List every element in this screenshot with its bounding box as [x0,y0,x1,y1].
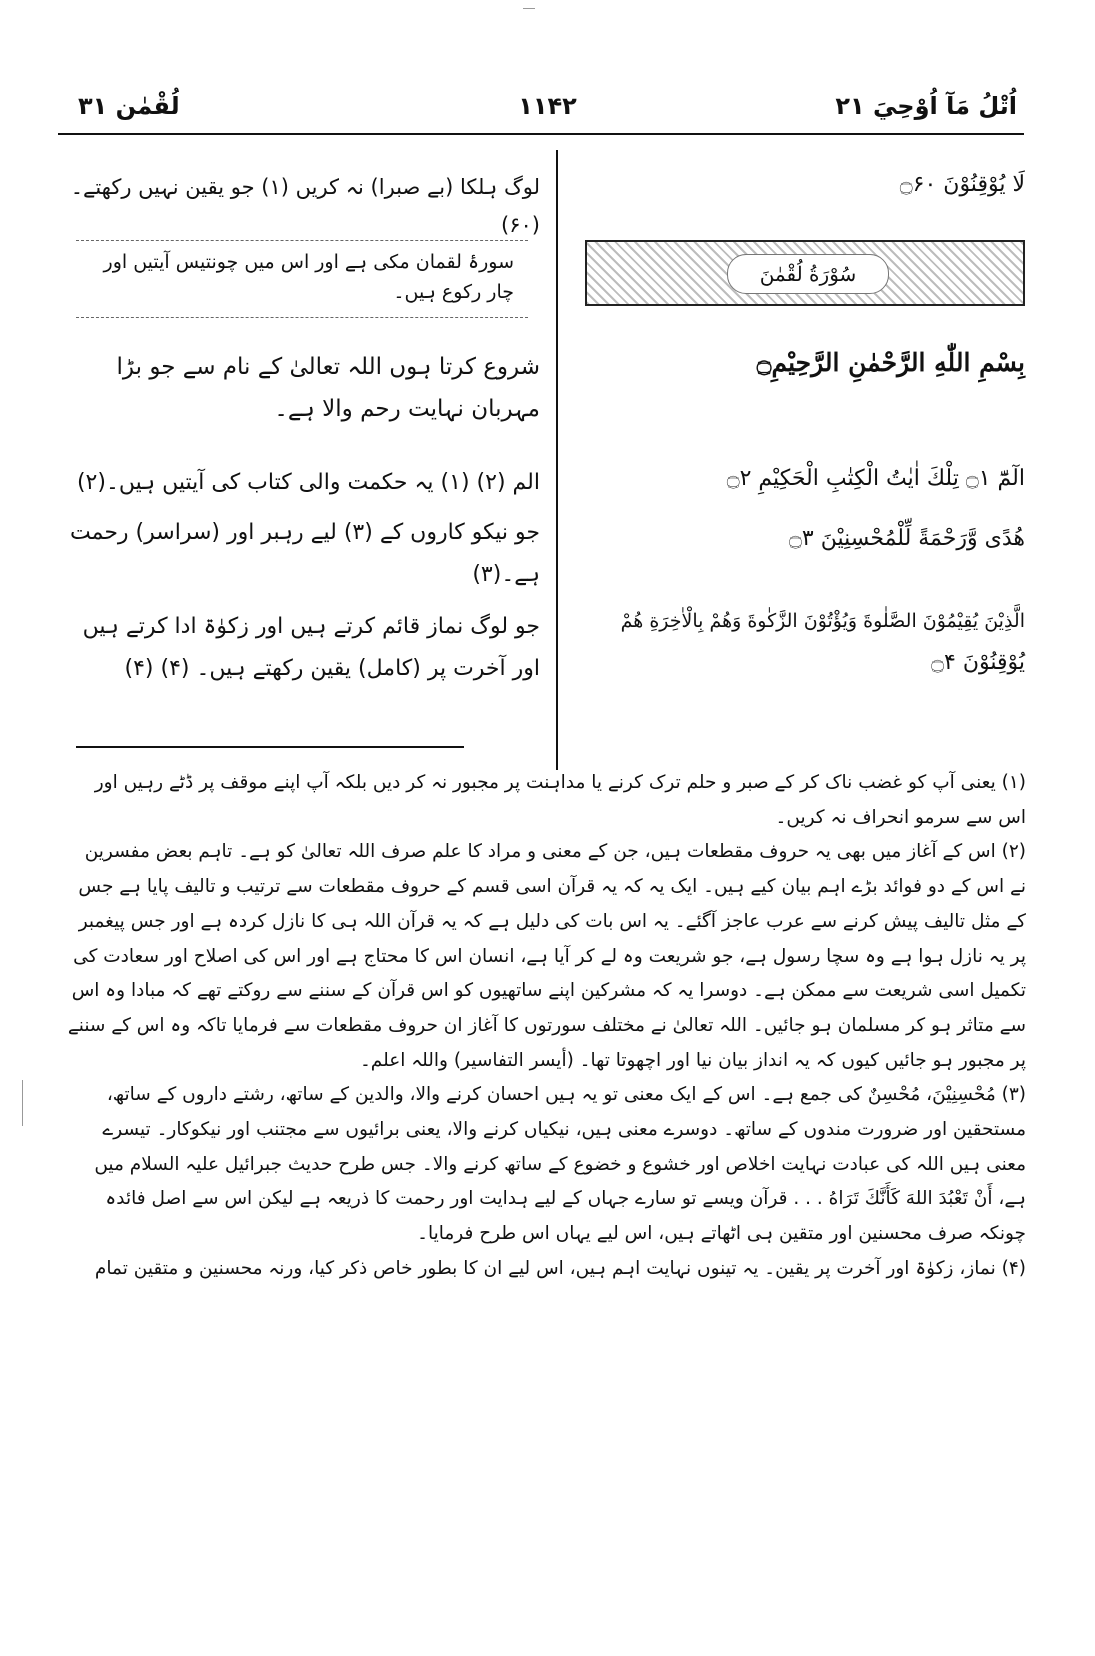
arabic-basmala: بِسْمِ اللّٰهِ الرَّحْمٰنِ الرَّحِيْمِ۝ [756,348,1025,377]
surah-title: سُوْرَةُ لُقْمٰنَ [727,254,889,294]
urdu-prev-verse-translation: لوگ ہلکا (بے صبرا) نہ کریں (۱) جو یقین نہیں رکھتے۔(۶۰) [70,175,540,237]
arabic-verse-4-line-1: الَّذِيْنَ يُقِيْمُوْنَ الصَّلٰوةَ وَيُؤْتُوْنَ الزَّكٰوةَ وَهُمْ بِالْاٰخِرَةِ هُمْ [620,610,1025,632]
arabic-prev-verse-ending: لَا يُوْقِنُوْنَ ۝۶۰ [899,172,1025,197]
footnotes [66,766,1026,1287]
header-divider [58,133,1024,135]
arabic-verse-1-2: الٓمّٓ ۝۱ تِلْكَ اٰيٰتُ الْكِتٰبِ الْحَكِيْمِ ۝۲ [726,466,1025,491]
page-number: ۱۱۴۲ [518,92,577,120]
footnote-2: (۲) اس کے آغاز میں بھی یہ حروف مقطعات ہیں، جن کے معنی و مراد کا علم صرف اللہ تعالیٰ کو ہے۔ تاہم بعض مفسرین نے اس کے دو فوائد بڑے اہم بیان کیے ہیں۔ ایک یہ کہ یہ قرآن اسی قسم کے حروف مقطعات سے ترتیب و تالیف پایا ہے جس کے مثل تالیف پیش کرنے سے عرب عاجز آگئے۔ یہ اس بات کی دلیل ہے کہ یہ قرآن اللہ ہی کا نازل کردہ ہے اور جس پیغمبر پر یہ نازل ہوا ہے وہ سچا رسول ہے، جو شریعت وہ لے کر آیا ہے، انسان اس کا محتاج ہے اور اس کی اصلاح اور سعادت کی تکمیل اسی شریعت سے ممکن ہے۔ دوسرا یہ کہ مشرکین اپنے ساتھیوں کو اس قرآن کے سننے سے روکتے تھے کہ مبادا وہ اس سے متاثر ہو کر مسلمان ہو جائیں۔ اللہ تعالیٰ نے مختلف سورتوں کا آغاز ان حروف مقطعات سے فرمایا تاکہ وہ اس کے سننے پر مجبور ہو جائیں کیوں کہ یہ انداز بیان نیا اور اچھوتا تھا۔ (أیسر التفاسیر) واللہ اعلم۔ [67,841,1026,1071]
urdu-verse-1-2: الم (۲) (۱) یہ حکمت والی کتاب کی آیتیں ہیں۔(۲) [76,470,540,495]
footnote-3: (۳) مُحْسِنِيْنَ، مُحْسِنٌ کی جمع ہے۔ اس کے ایک معنی تو یہ ہیں احسان کرنے والا، والدین کے ساتھ، رشتے داروں کے ساتھ، مستحقین اور ضرورت مندوں کے ساتھ۔ دوسرے معنی ہیں، نیکیاں کرنے والا، یعنی برائیوں سے مجتنب اور نیکوکار۔ تیسرے معنی ہیں اللہ کی عبادت نہایت اخلاص اور خشوع و خضوع کے ساتھ کرنے والا۔ جس طرح حدیث جبرائیل علیہ السلام میں ہے، أَنْ تَعْبُدَ اللهَ كَأَنَّكَ تَرَاهُ . . . قرآن ویسے تو سارے جہاں کے لیے ہدایت اور رحمت کا ذریعہ ہے لیکن اس سے اصل فائدہ چونکہ صرف محسنین اور متقین ہی اٹھاتے ہیں، اس لیے یہاں اس طرح فرمایا۔ [94,1084,1026,1245]
juz-name-header: اُتْلُ مَآ اُوْحِيَ ۲۱ [835,92,1017,120]
column-divider [556,150,558,770]
scan-mark [523,8,535,9]
urdu-verse-3: جو نیکو کاروں کے (۳) لیے رہبر اور (سراسر) رحمت ہے۔(۳) [70,520,540,587]
surah-title-banner [585,240,1025,306]
scan-edge-mark [22,1080,23,1126]
surah-name-header: لُقْمٰن ۳۱ [78,92,180,120]
footnote-1: (۱) یعنی آپ کو غضب ناک کر کے صبر و حلم ترک کرنے یا مداہنت پر مجبور نہ کر دیں بلکہ آپ اپنے موقف پر ڈٹے رہیں اور اس سے سرمو انحراف نہ کریں۔ [94,772,1026,828]
footnote-divider [76,746,464,748]
arabic-verse-3: هُدًى وَّرَحْمَةً لِّلْمُحْسِنِيْنَ ۝۳ [789,526,1025,551]
urdu-verse-4: جو لوگ نماز قائم کرتے ہیں اور زکوٰۃ ادا کرتے ہیں اور آخرت پر (کامل) یقین رکھتے ہیں۔ (۴) (۴) [82,614,540,681]
surah-intro-box: سورۂ لقمان مکی ہے اور اس میں چونتیس آیتیں اور چار رکوع ہیں۔ [76,240,528,318]
arabic-verse-4-line-2: يُوْقِنُوْنَ ۝۴ [931,650,1025,675]
urdu-basmala-translation: شروع کرتا ہوں اللہ تعالیٰ کے نام سے جو بڑا مہربان نہایت رحم والا ہے۔ [116,354,540,422]
footnote-4: (۴) نماز، زکوٰۃ اور آخرت پر یقین۔ یہ تینوں نہایت اہم ہیں، اس لیے ان کا بطور خاص ذکر کیا، ورنہ محسنین و متقین تمام [94,1257,1026,1279]
